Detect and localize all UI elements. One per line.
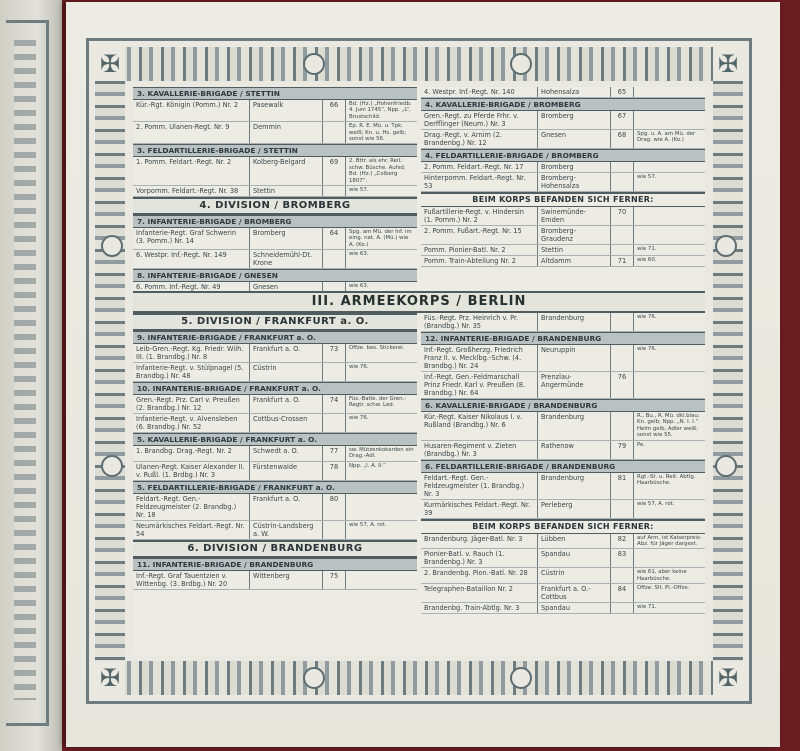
garrison-name: Stettin xyxy=(250,186,323,196)
table-row xyxy=(133,446,417,462)
unit-name: Feldart.-Regt. Gen.-Feldzeugmeister (2. Brandbg.) Nr. 18 xyxy=(133,494,250,520)
garrison-name: Swinemünde-Emden xyxy=(538,207,611,225)
uniform-note: Spg. am Mü. der Inf. im eing. nat. A. (Mü.) wie A. (Ko.) xyxy=(349,229,412,248)
unit-name: Infanterie-Regt. v. Stülpnagel (5. Brandbg.) Nr. 48 xyxy=(133,363,250,381)
brigade-header: 5. KAVALLERIE-BRIGADE / FRANKFURT a. O. xyxy=(133,433,417,446)
medallion-icon xyxy=(101,455,123,477)
uniform-note: Spg. u. A. am Mü. der Drag. wie A. (Ko.) xyxy=(637,131,696,144)
table-row xyxy=(421,207,705,226)
table-row xyxy=(133,395,417,414)
iron-cross-icon: ✠ xyxy=(95,661,125,695)
unit-name: Drag.-Regt. v. Arnim (2. Brandenbg.) Nr. 12 xyxy=(421,130,538,148)
table-row xyxy=(133,186,417,197)
garrison-name: Cüstrin xyxy=(250,363,323,381)
brigade-header: 8. INFANTERIE-BRIGADE / GNESEN xyxy=(133,269,417,282)
medallion-icon xyxy=(303,53,325,75)
unit-name: Hinterpomm. Feldart.-Regt. Nr. 53 xyxy=(421,173,538,191)
corps-title: III. ARMEEKORPS / BERLIN xyxy=(133,291,705,313)
garrison-name: Wittenberg xyxy=(250,571,323,589)
table-row xyxy=(421,500,705,519)
uniform-note: sw. Mützenkokarden ein Drag.-Adl. xyxy=(349,447,414,460)
table-row xyxy=(421,584,705,603)
table-row xyxy=(421,87,705,98)
table-row xyxy=(421,256,705,267)
table-row xyxy=(421,173,705,192)
plate-number xyxy=(611,412,634,440)
table-row xyxy=(421,441,705,460)
table-row xyxy=(133,521,417,540)
garrison-name: Cüstrin-Landsberg a. W. xyxy=(250,521,323,539)
iron-cross-icon: ✠ xyxy=(95,47,125,81)
plate-number: 67 xyxy=(611,111,634,129)
division-header: 6. DIVISION / BRANDENBURG xyxy=(133,540,417,558)
brigade-header: 5. FELDARTILLERIE-BRIGADE / FRANKFURT a. O. xyxy=(133,481,417,494)
uniform-note: Pe. xyxy=(637,441,646,448)
plate-number: 65 xyxy=(611,87,634,97)
plate-number: 77 xyxy=(323,446,346,461)
brigade-header: 3. KAVALLERIE-BRIGADE / STETTIN xyxy=(133,87,417,100)
unit-name: Feldart.-Regt. Gen.-Feldzeugmeister (1. Brandbg.) Nr. 3 xyxy=(421,473,538,499)
garrison-name: Frankfurt a. O. xyxy=(250,395,323,413)
uniform-note: wie 63. xyxy=(349,283,369,290)
unit-name: Brandenburg. Jäger-Batl. Nr. 3 xyxy=(421,534,538,549)
garrison-name: Stettin xyxy=(538,245,611,255)
garrison-name: Cottbus-Crossen xyxy=(250,414,323,432)
unit-name: 2. Pomm. Ulanen-Regt. Nr. 9 xyxy=(133,122,250,143)
garrison-name: Bromberg-Hohensalza xyxy=(538,173,611,191)
brigade-header: 4. KAVALLERIE-BRIGADE / BROMBERG xyxy=(421,98,705,111)
table-row xyxy=(421,345,705,372)
uniform-note: wie 76. xyxy=(637,346,657,352)
corps-extra-header: BEIM KORPS BEFANDEN SICH FERNER: xyxy=(421,192,705,207)
table-row xyxy=(421,313,705,332)
unit-name: Kurmärkisches Feldart.-Regt. Nr. 39 xyxy=(421,500,538,518)
garrison-name: Frankfurt a. O. xyxy=(250,494,323,520)
garrison-name: Cüstrin xyxy=(538,568,611,583)
plate-number: 64 xyxy=(323,228,346,249)
unit-name: Vorpomm. Feldart.-Regt. Nr. 38 xyxy=(133,186,250,196)
table-content xyxy=(133,87,705,655)
garrison-name: Spandau xyxy=(538,603,611,613)
uniform-note: Offze. Slt. Pl.-Offze. xyxy=(637,585,690,592)
unit-name: 2. Brandenbg. Pion.-Batl. Nr. 28 xyxy=(421,568,538,583)
table-row xyxy=(421,372,705,399)
table-row xyxy=(421,568,705,584)
uniform-note xyxy=(634,549,705,567)
garrison-name: Spandau xyxy=(538,549,611,567)
unit-name: Leib-Gren.-Regt. Kg. Friedr. Wilh. III. (1. Brandbg.) Nr. 8 xyxy=(133,344,250,362)
uniform-note: Füs.-Batle. der Gren.-Regtr. schw. Led. xyxy=(349,396,407,409)
garrison-name: Lübben xyxy=(538,534,611,549)
garrison-name: Prenzlau-Angermünde xyxy=(538,372,611,398)
brigade-header: 12. INFANTERIE-BRIGADE / BRANDENBURG xyxy=(421,332,705,345)
garrison-name: Demmin xyxy=(250,122,323,143)
uniform-note: wie 57, A. rot. xyxy=(637,500,675,507)
uniform-note: wie 71. xyxy=(637,604,657,611)
garrison-name: Neuruppin xyxy=(538,345,611,371)
table-row xyxy=(421,162,705,173)
plate-number: 74 xyxy=(323,395,346,413)
section-left-bottom xyxy=(133,313,417,655)
table-row xyxy=(133,462,417,481)
unit-name: Telegraphen-Bataillon Nr. 2 xyxy=(421,584,538,602)
garrison-name: Schneidemühl-Dt. Krone xyxy=(250,250,323,268)
brigade-header: 10. INFANTERIE-BRIGADE / FRANKFURT a. O. xyxy=(133,382,417,395)
medallion-icon xyxy=(510,667,532,689)
plate-number: 84 xyxy=(611,584,634,602)
brigade-header: 11. INFANTERIE-BRIGADE / BRANDENBURG xyxy=(133,558,417,571)
uniform-note: wie 76. xyxy=(349,415,369,421)
garrison-name: Schwedt a. O. xyxy=(250,446,323,461)
unit-name: Pomm. Pionier-Batl. Nr. 2 xyxy=(421,245,538,255)
division-header: 5. DIVISION / FRANKFURT a. O. xyxy=(133,313,417,331)
medallion-icon xyxy=(510,53,532,75)
left-page-edge xyxy=(0,0,62,751)
unit-name: Brandenbg. Train-Abtlg. Nr. 3 xyxy=(421,603,538,613)
plate-number xyxy=(611,603,634,613)
uniform-note xyxy=(634,111,705,129)
uniform-note: wie 63. xyxy=(349,251,369,258)
uniform-note: 2. Bttr. als ehr. Reit. schw. Büsche. Aufsd. Bd. (Hz.) „Colberg 1807“. xyxy=(349,158,406,184)
unit-name: Ulanen-Regt. Kaiser Alexander II. v. Rußl. (1. Brdbg.) Nr. 3 xyxy=(133,462,250,480)
garrison-name: Pasewalk xyxy=(250,100,323,121)
division-header: 4. DIVISION / BROMBERG xyxy=(133,197,417,215)
plate-number xyxy=(611,226,634,244)
plate-number: 70 xyxy=(611,207,634,225)
table-row xyxy=(133,414,417,433)
unit-name: 6. Pomm. Inf.-Regt. Nr. 49 xyxy=(133,282,250,292)
book-page xyxy=(66,2,780,747)
plate-number: 83 xyxy=(611,549,634,567)
brigade-header: 9. INFANTERIE-BRIGADE / FRANKFURT a. O. xyxy=(133,331,417,344)
unit-name: Infanterie-Regt. Graf Schwerin (3. Pomm.) Nr. 14 xyxy=(133,228,250,249)
unit-name: 2. Pomm. Feldart.-Regt. Nr. 17 xyxy=(421,162,538,172)
plate-number xyxy=(323,122,346,143)
table-row xyxy=(421,226,705,245)
plate-number: 82 xyxy=(611,534,634,549)
uniform-note xyxy=(634,207,705,225)
plate-number xyxy=(611,568,634,583)
medallion-icon xyxy=(715,235,737,257)
uniform-note: Rgt.-St. u. Reit. Abtlg. Haarbüsche. xyxy=(637,473,696,487)
unit-name: 1. Pomm. Feldart.-Regt. Nr. 2 xyxy=(133,157,250,185)
table-row xyxy=(133,100,417,122)
plate-number xyxy=(323,521,346,539)
uniform-note xyxy=(346,571,417,589)
plate-number: 68 xyxy=(611,130,634,148)
unit-name: Pomm. Train-Abteilung Nr. 2 xyxy=(421,256,538,266)
frame-right-vine xyxy=(713,81,743,661)
garrison-name: Frankfurt a. O. xyxy=(250,344,323,362)
table-row xyxy=(421,412,705,441)
uniform-note: R., Bu., R. Mü. dkl.blau; Kn. gelb; Npp. „N. I. I.“ Helm gelb, Adler weiß; sonst wie 55. xyxy=(637,413,700,439)
uniform-note: Ep. R. E. Mü. u. Tpk. weiß; Kn. u. Hs. gelb; sonst wie 56. xyxy=(349,123,407,143)
brigade-header: 7. INFANTERIE-BRIGADE / BROMBERG xyxy=(133,215,417,228)
garrison-name: Frankfurt a. O.-Cottbus xyxy=(538,584,611,602)
table-row xyxy=(421,111,705,130)
frame-top-vine xyxy=(95,47,743,81)
frame-bottom-vine xyxy=(95,661,743,695)
plate-number xyxy=(323,186,346,196)
unit-name: 6. Westpr. Inf.-Regt. Nr. 149 xyxy=(133,250,250,268)
frame-left-vine xyxy=(95,81,125,661)
plate-number: 75 xyxy=(323,571,346,589)
uniform-note: wie 76. xyxy=(637,314,657,320)
table-row xyxy=(133,571,417,590)
table-row xyxy=(421,534,705,550)
garrison-name: Bromberg xyxy=(538,162,611,172)
plate-number xyxy=(323,363,346,381)
unit-name: 1. Brandbg. Drag.-Regt. Nr. 2 xyxy=(133,446,250,461)
medallion-icon xyxy=(715,455,737,477)
uniform-note: wie 71. xyxy=(637,246,657,252)
garrison-name: Brandenburg xyxy=(538,313,611,331)
table-row xyxy=(133,494,417,521)
plate-number: 73 xyxy=(323,344,346,362)
table-row xyxy=(133,157,417,186)
plate-number: 79 xyxy=(611,441,634,459)
table-row xyxy=(133,250,417,269)
uniform-note: wie 57, A. rot. xyxy=(349,521,387,528)
ornamental-frame xyxy=(86,38,752,704)
uniform-note: wie 76. xyxy=(349,364,369,370)
garrison-name: Bromberg-Graudenz xyxy=(538,226,611,244)
plate-number: 66 xyxy=(323,100,346,121)
uniform-note xyxy=(634,372,705,398)
iron-cross-icon: ✠ xyxy=(713,661,743,695)
garrison-name: Altdamm xyxy=(538,256,611,266)
unit-name: 2. Pomm. Fußart.-Regt. Nr. 15 xyxy=(421,226,538,244)
uniform-note: wie 60. xyxy=(637,257,657,263)
unit-name: Gren.-Regt. Prz. Carl v. Preußen (2. Brandbg.) Nr. 12 xyxy=(133,395,250,413)
brigade-header: 6. FELDARTILLERIE-BRIGADE / BRANDENBURG xyxy=(421,460,705,473)
unit-name: 4. Westpr. Inf.-Regt. Nr. 140 xyxy=(421,87,538,97)
unit-name: Kür.-Rgt. Königin (Pomm.) Nr. 2 xyxy=(133,100,250,121)
uniform-note xyxy=(634,226,705,244)
unit-name: Inf.-Regt. Gen.-Feldmarschall Prinz Friedr. Karl v. Preußen (8. Brandbg.) Nr. 64 xyxy=(421,372,538,398)
section-right-top xyxy=(421,87,705,289)
uniform-note xyxy=(634,162,705,172)
table-row xyxy=(421,473,705,500)
plate-number: 81 xyxy=(611,473,634,499)
plate-number xyxy=(611,345,634,371)
uniform-note xyxy=(346,494,417,520)
table-row xyxy=(421,603,705,614)
plate-number: 80 xyxy=(323,494,346,520)
garrison-name: Bromberg xyxy=(250,228,323,249)
garrison-name: Brandenburg xyxy=(538,412,611,440)
unit-name: Inf.-Regt. Großherzg. Friedrich Franz II. v. Mecklbg.-Schw. (4. Brandbg.) Nr. 24 xyxy=(421,345,538,371)
plate-number xyxy=(611,500,634,518)
brigade-header: 6. KAVALLERIE-BRIGADE / BRANDENBURG xyxy=(421,399,705,412)
uniform-note xyxy=(634,87,705,97)
uniform-note: Npp. „I. A. II.“ xyxy=(349,462,386,469)
brigade-header: 3. FELDARTILLERIE-BRIGADE / STETTIN xyxy=(133,144,417,157)
medallion-icon xyxy=(303,667,325,689)
unit-name: Husaren-Regiment v. Zieten (Brandbg.) Nr. 3 xyxy=(421,441,538,459)
uniform-note: wie 57. xyxy=(637,174,657,180)
garrison-name: Brandenburg xyxy=(538,473,611,499)
table-row xyxy=(133,228,417,250)
plate-number: 69 xyxy=(323,157,346,185)
garrison-name: Rathenow xyxy=(538,441,611,459)
plate-number xyxy=(611,245,634,255)
garrison-name: Gnesen xyxy=(538,130,611,148)
corps-extra-header: BEIM KORPS BEFANDEN SICH FERNER: xyxy=(421,519,705,534)
unit-name: Inf.-Regt. Graf Tauentzien v. Wittenbg. (3. Brdbg.) Nr. 20 xyxy=(133,571,250,589)
plate-number xyxy=(611,173,634,191)
unit-name: Pionier-Batl. v. Rauch (1. Brandenbg.) Nr. 3 xyxy=(421,549,538,567)
table-row xyxy=(421,549,705,568)
garrison-name: Hohensalza xyxy=(538,87,611,97)
unit-name: Gren.-Regt. zu Pferde Frhr. v. Derfflinger (Neum.) Nr. 3 xyxy=(421,111,538,129)
plate-number: 71 xyxy=(611,256,634,266)
brigade-header: 4. FELDARTILLERIE-BRIGADE / BROMBERG xyxy=(421,149,705,162)
table-row xyxy=(421,245,705,256)
table-row xyxy=(421,130,705,149)
plate-number xyxy=(611,313,634,331)
uniform-note: wie 57. xyxy=(349,187,369,194)
uniform-note: Bd. (Hz.) „Hohenfriedb. 4. Juni 1745“, Npp. „L“, Brustschild. xyxy=(349,101,412,120)
plate-number: 78 xyxy=(323,462,346,480)
left-page-ornament xyxy=(14,40,36,700)
medallion-icon xyxy=(101,235,123,257)
unit-name: Kür.-Regt. Kaiser Nikolaus I. v. Rußland (Brandbg.) Nr. 6 xyxy=(421,412,538,440)
plate-number xyxy=(611,162,634,172)
garrison-name: Gnesen xyxy=(250,282,323,292)
unit-name: Infanterie-Regt. v. Alvensleben (6. Brandbg.) Nr. 52 xyxy=(133,414,250,432)
garrison-name: Kolberg-Belgard xyxy=(250,157,323,185)
unit-name: Neumärkisches Feldart.-Regt. Nr. 54 xyxy=(133,521,250,539)
table-row xyxy=(133,363,417,382)
table-row xyxy=(133,122,417,144)
section-left-top xyxy=(133,87,417,292)
unit-name: Fußartillerie-Regt. v. Hindersin (1. Pomm.) Nr. 2 xyxy=(421,207,538,225)
uniform-note: wie 61, aber keine Haarbüsche. xyxy=(637,569,687,582)
plate-number xyxy=(323,250,346,268)
garrison-name: Bromberg xyxy=(538,111,611,129)
uniform-note: Offze. bes. Stickerei. xyxy=(349,345,405,351)
plate-number: 76 xyxy=(611,372,634,398)
unit-name: Füs.-Regt. Prz. Heinrich v. Pr. (Brandbg.) Nr. 35 xyxy=(421,313,538,331)
iron-cross-icon: ✠ xyxy=(713,47,743,81)
garrison-name: Fürstenwalde xyxy=(250,462,323,480)
garrison-name: Perleberg xyxy=(538,500,611,518)
section-right-bottom xyxy=(421,313,705,655)
table-row xyxy=(133,344,417,363)
uniform-note: auf Arm. ist Kaiserpreis-Abz. für Jäger dargest. xyxy=(637,534,702,548)
plate-number xyxy=(323,414,346,432)
